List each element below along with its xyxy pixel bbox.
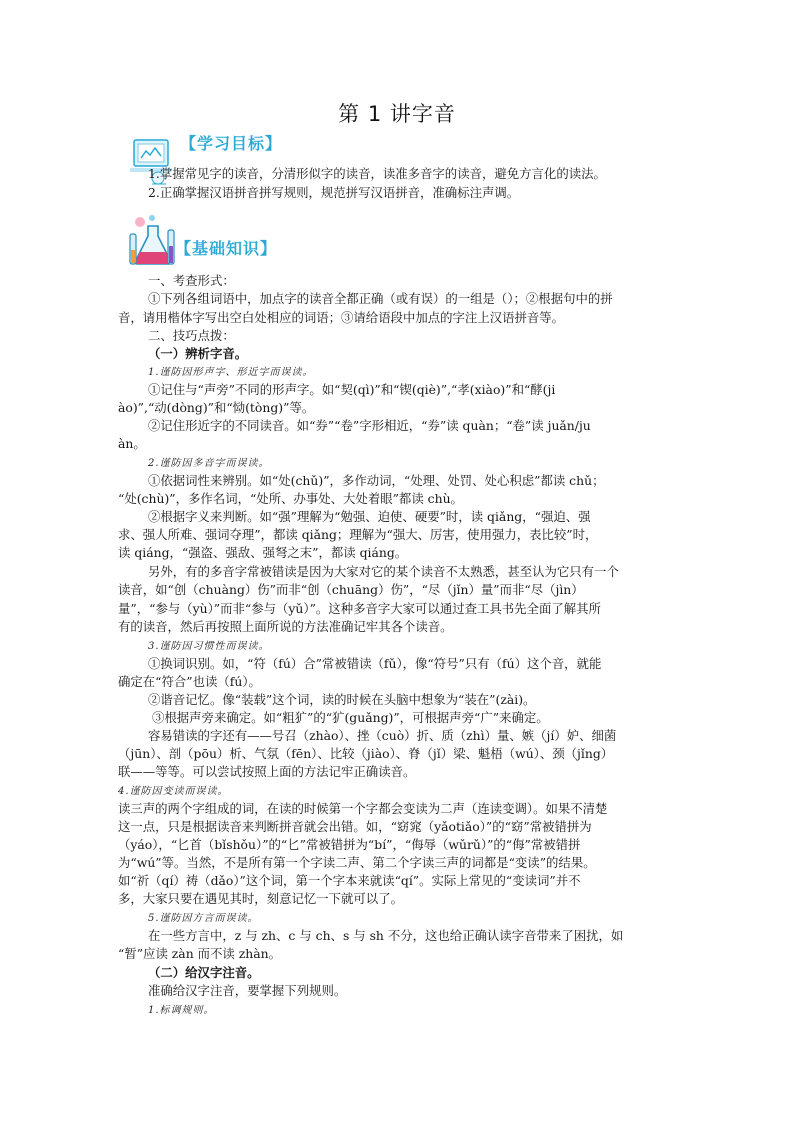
text-line: ②谐音记忆。像“装载”这个词，读的时候在头脑中想象为“装在”(zài)。: [148, 692, 536, 707]
flask-icon: [124, 212, 182, 268]
text-line: 在一些方言中，z 与 zh、c 与 ch、s 与 sh 不分，这也给正确认读字音带来了困扰，如: [148, 928, 624, 943]
point-heading: 3.谨防因习惯性而误读。: [148, 641, 270, 652]
text-line: 求、强人所难、强词夺理”，都读 qiǎng；理解为“强大、厉害，使用强力，表比较”时，: [118, 527, 598, 542]
text-line: 2.正确掌握汉语拼音拼写规则，规范拼写汉语拼音，准确标注声调。: [148, 185, 520, 200]
text-line: 音，请用楷体字写出空白处相应的词语；③请给语段中加点的字注上汉语拼音等。: [118, 310, 565, 325]
text-line: 另外，有的多音字常被错读是因为大家对它的某个读音不太熟悉，甚至认为它只有一个: [148, 564, 619, 579]
text-line: 量”，“参与（yù）”而非“参与（yǔ）”。这种多音字大家可以通过查工具书先全面了解其所: [118, 601, 601, 616]
subsection-heading: （一）辨析字音。: [148, 346, 248, 361]
text-line: （jūn）、剖（pōu）析、气氛（fēn）、比较（jiào）、脊（jǐ）梁、魁梧（wú）、颈（jǐng）: [118, 746, 614, 761]
text-line: 二、技巧点拨：: [148, 328, 235, 343]
point-heading: 1.谨防因形声字、形近字而误读。: [148, 367, 314, 378]
text-line: 一、考查形式：: [148, 273, 235, 288]
text-line: ①依据词性来辨别。如“处(chǔ)”，多作动词，“处理、处罚、处心积虑”都读 chǔ；: [148, 473, 605, 488]
text-line: ③根据声旁来确定。如“粗犷”的“犷(guǎng)”，可根据声旁“广”来确定。: [152, 710, 549, 725]
text-line: （yáo），“匕首（bǐshǒu）”的“匕”常被错拼为“bí”，“侮辱（wǔrǔ）”的“侮”常被错拼: [118, 837, 581, 852]
text-line: 如“祈（qí）祷（dǎo）”这个词，第一个字本来就读“qí”。实际上常见的“变读词”并不: [118, 873, 581, 888]
section-heading-basics: 【基础知识】: [175, 239, 278, 258]
text-line: 确定在“符合”也读（fú）。: [118, 674, 261, 689]
text-line: ②根据字义来判断。如“强”理解为“勉强、迫使、硬要”时，读 qiǎng，“强迫、强: [148, 509, 591, 524]
text-line: 有的读音，然后再按照上面所说的方法准确记牢其各个读音。: [118, 619, 453, 634]
text-line: ①换词识别。如，“符（fú）合”常被错读（fǔ），像“符号”只有（fú）这个音，就能: [148, 656, 602, 671]
text-line: 读三声的两个字组成的词，在读的时候第一个字都会变读为二声（连读变调）。如果不清楚: [118, 801, 608, 816]
text-line: ①记住与“声旁”不同的形声字。如“契(qì)”和“锲(qiè)”,“孝(xiào)”和“酵(ji: [148, 382, 556, 397]
page-title: 第 1 讲字音: [338, 102, 456, 126]
text-line: “处(chù)”，多作名词，“处所、办事处、大处着眼”都读 chù。: [118, 491, 463, 506]
point-heading: 1.标调规则。: [148, 1005, 215, 1016]
text-line: ①下列各组词语中，加点字的读音全都正确（或有误）的一组是（）；②根据句中的拼: [148, 291, 613, 306]
point-heading: 4.谨防因变读而误读。: [118, 786, 229, 797]
text-line: 读音，如“创（chuàng）伤”而非“创（chuāng）伤”，“尽（jǐn）量”而非“尽（jìn）: [118, 582, 584, 597]
text-line: 这一点，只是根据读音来判断拼音就会出错。如，“窈窕（yǎotiǎo）”的“窈”常被错拼为: [118, 819, 592, 834]
text-line: 读 qiáng，“强盗、强敌、强弩之末”，都读 qiáng。: [118, 545, 408, 560]
text-line: ②记住形近字的不同读音。如“券”“卷”字形相近，“券”读 quàn；“卷”读 juǎn/ju: [148, 418, 591, 433]
text-line: 容易错读的字还有——号召（zhào）、挫（cuò）折、质（zhì）量、嫉（jí）妒、细菌: [148, 728, 617, 743]
text-line: “暂”应读 zàn 而不读 zhàn。: [118, 946, 281, 961]
text-line: àn。: [118, 436, 146, 451]
subsection-heading: （二）给汉字注音。: [148, 965, 260, 980]
point-heading: 2.谨防因多音字而误读。: [148, 458, 270, 469]
text-line: 联——等等。可以尝试按照上面的方法记牢正确读音。: [118, 764, 416, 779]
point-heading: 5.谨防因方言而误读。: [148, 913, 259, 924]
text-line: ào)”,“动(dòng)”和“恸(tòng)”等。: [118, 400, 315, 415]
text-line: 准确给汉字注音，要掌握下列规则。: [148, 983, 347, 998]
text-line: 多，大家只要在遇见其时，刻意记忆一下就可以了。: [118, 891, 403, 906]
text-line: 1.掌握常见字的读音，分清形似字的读音，读准多音字的读音，避免方言化的读法。: [148, 166, 606, 181]
text-line: 为“wú”等。当然，不是所有第一个字读二声、第二个字读三声的词都是“变读”的结果。: [118, 855, 596, 870]
section-heading-goals: 【学习目标】: [180, 134, 283, 153]
